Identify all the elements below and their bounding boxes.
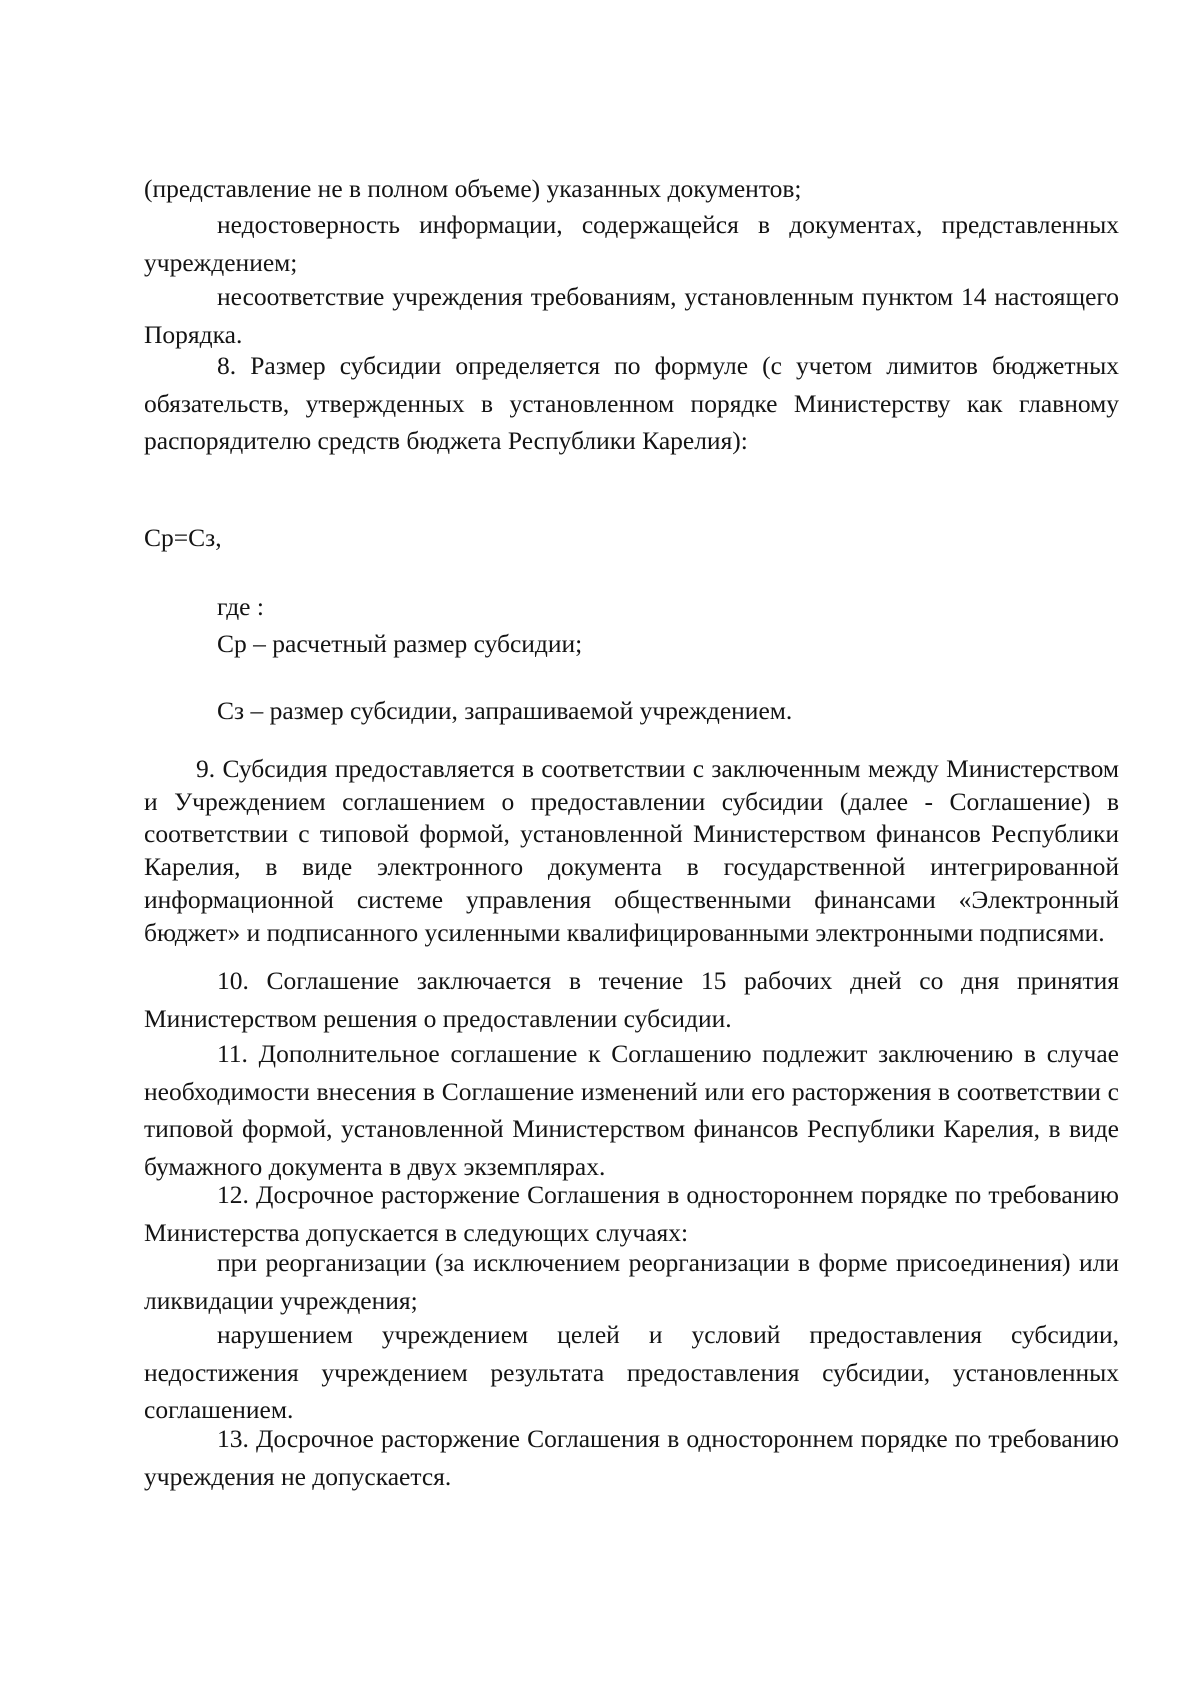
paragraph-documents-tail: (представление не в полном объеме) указанных документов; (144, 174, 802, 203)
where-label: где : (217, 592, 264, 621)
paragraph-13: 13. Досрочное расторжение Соглашения в одностороннем порядке по требованию учреждения не допускается. (144, 1424, 1119, 1491)
definition-cz: Сз – размер субсидии, запрашиваемой учреждением. (217, 696, 793, 725)
paragraph-11: 11. Дополнительное соглашение к Соглашению подлежит заключению в случае необходимости внесения в Соглашение изменений или его расторжения в соответствии с типовой формой, установленной Министерством финансов Республики Карелия, в виде бумажного документа в двух экземплярах. (144, 1039, 1119, 1181)
paragraph-9-agreement: 9. Субсидия предоставляется в соответствии с заключенным между Министерством и Учреждением соглашением о предоставлении субсидии (далее - Соглашение) в соответствии с типовой формой, установленной Министерством финансов Республики Карелия, в виде электронного документа в государственной интегрированной информационной системе управления общественными финансами «Электронный бюджет» и подписанного усиленными квалифицированными электронными подписями. (144, 754, 1119, 947)
paragraph-unreliable-info: недостоверность информации, содержащейся в документах, представленных учреждением; (144, 210, 1119, 277)
paragraph-12-violation: нарушением учреждением целей и условий предоставления субсидии, недостижения учреждением результата предоставления субсидии, установленных соглашением. (144, 1320, 1119, 1424)
paragraph-8-subsidy-size: 8. Размер субсидии определяется по формуле (с учетом лимитов бюджетных обязательств, утвержденных в установленном порядке Министерству как главному распорядителю средств бюджета Республики Карелия): (144, 351, 1119, 455)
formula: Ср=Сз, (144, 523, 222, 552)
definition-cp: Ср – расчетный размер субсидии; (217, 629, 583, 658)
paragraph-12-reorganization: при реорганизации (за исключением реорганизации в форме присоединения) или ликвидации учреждения; (144, 1248, 1119, 1315)
paragraph-noncompliance: несоответствие учреждения требованиям, установленным пунктом 14 настоящего Порядка. (144, 282, 1119, 349)
document-page (144, 170, 1119, 1492)
paragraph-10: 10. Соглашение заключается в течение 15 рабочих дней со дня принятия Министерством решения о предоставлении субсидии. (144, 966, 1119, 1033)
paragraph-12: 12. Досрочное расторжение Соглашения в одностороннем порядке по требованию Министерства допускается в следующих случаях: (144, 1180, 1119, 1247)
